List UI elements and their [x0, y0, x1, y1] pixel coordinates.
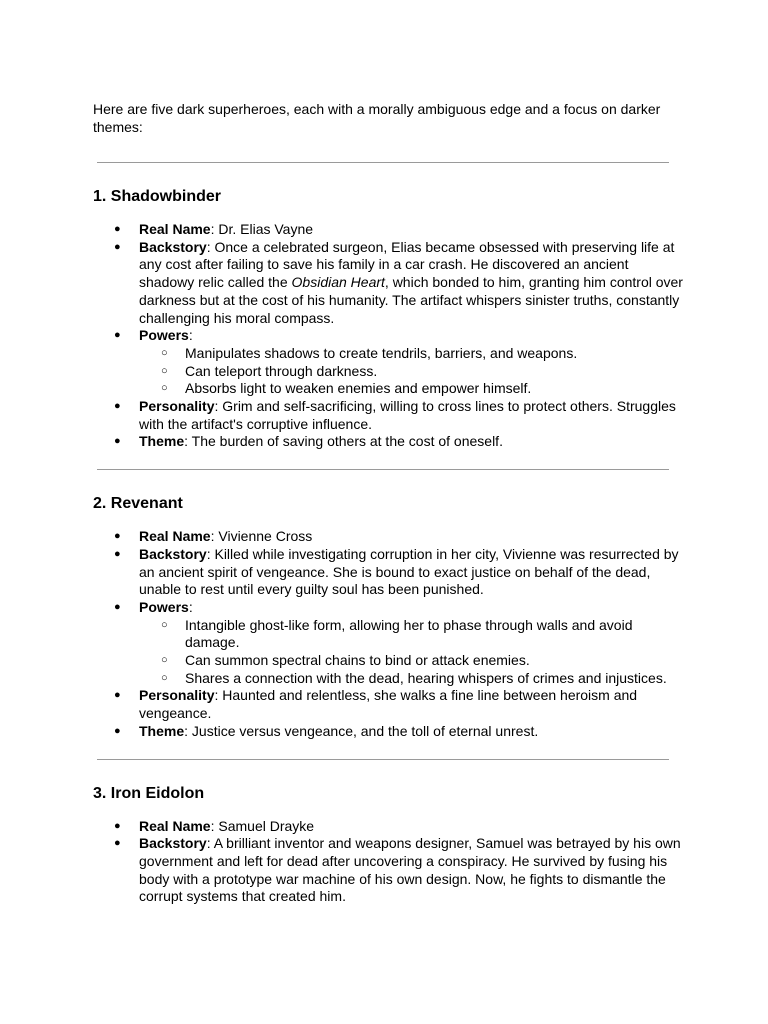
- field-label: Theme: [139, 433, 185, 450]
- list-item-powers: [93, 327, 683, 398]
- hero-title: 1. Shadowbinder: [93, 188, 222, 205]
- list-item-theme: [93, 723, 683, 741]
- field-label: Real Name: [139, 817, 211, 834]
- list-item-backstory: [93, 835, 683, 906]
- power-item: ○ Manipulates shadows to create tendrils, barriers, and weapons.: [139, 345, 683, 363]
- field-label: Real Name: [139, 221, 211, 237]
- field-label: Personality: [139, 687, 215, 704]
- hero-facts-list: [93, 221, 683, 451]
- field-value: : Haunted and relentless, she walks a fine line between heroism and vengeance.: [139, 687, 638, 722]
- hero-facts-list: [93, 528, 683, 740]
- italic-term: Obsidian Heart: [291, 274, 385, 291]
- hero-title: 3. Iron Eidolon: [93, 784, 205, 802]
- field-value: : Justice versus vengeance, and the toll of eternal unrest.: [184, 722, 539, 739]
- field-value: : The burden of saving others at the cost of oneself.: [184, 433, 503, 450]
- field-value: : A brilliant inventor and weapons designer, Samuel was betrayed by his own government and left for dead after uncovering a conspiracy. He survived by fusing his body with a prototype war machine of his own design. Now, he fights to dismantle the corrupt systems that created him.: [139, 835, 681, 905]
- list-item-backstory: [93, 546, 683, 599]
- field-value: : Vivienne Cross: [210, 528, 313, 545]
- intro-paragraph: Here are five dark superheroes, each with a morally ambiguous edge and a focus on darker themes:: [93, 101, 661, 135]
- horizontal-rule: [97, 759, 669, 760]
- power-item: ○ Can summon spectral chains to bind or attack enemies.: [139, 652, 683, 670]
- power-item: ○ Shares a connection with the dead, hearing whispers of crimes and injustices.: [139, 670, 683, 688]
- field-label: Powers: [139, 327, 189, 344]
- field-value: : Grim and self-sacrificing, willing to cross lines to protect others. Struggles with the artifact's corruptive influence.: [139, 398, 676, 432]
- horizontal-rule: [97, 469, 669, 470]
- field-label: Theme: [139, 722, 185, 739]
- powers-list: [139, 617, 683, 688]
- document-page: [93, 100, 683, 906]
- power-item: ○ Absorbs light to weaken enemies and empower himself.: [139, 380, 683, 398]
- field-label: Backstory: [139, 545, 207, 562]
- hero-title: 2. Revenant: [93, 495, 183, 513]
- list-item-personality: [93, 687, 683, 722]
- field-label: Powers: [139, 598, 189, 615]
- field-value: : Samuel Drayke: [210, 817, 315, 834]
- list-item-real-name: [93, 818, 683, 836]
- field-label: Personality: [139, 398, 215, 415]
- list-item-personality: [93, 398, 683, 433]
- list-item-real-name: [93, 528, 683, 546]
- field-value: :: [188, 327, 193, 344]
- list-item-theme: [93, 433, 683, 451]
- field-value: , which bonded to him, granting him control over darkness but at the cost of his humanity. The artifact whispers sinister truths, constantly challenging his moral compass.: [139, 274, 683, 326]
- field-label: Backstory: [139, 835, 207, 852]
- field-value: : Dr. Elias Vayne: [210, 221, 314, 237]
- list-item-real-name: [93, 221, 683, 239]
- power-item: ○ Intangible ghost-like form, allowing her to phase through walls and avoid damage.: [139, 617, 683, 652]
- hero-section-iron-eidolon: [93, 784, 683, 907]
- horizontal-rule: [97, 162, 669, 163]
- hero-facts-list: [93, 818, 683, 907]
- field-value: :: [188, 598, 193, 615]
- list-item-backstory: [93, 239, 683, 328]
- hero-section-shadowbinder: [93, 187, 683, 451]
- field-value: : Once a celebrated surgeon, Elias became obsessed with preserving life at any cost after failing to save his family in a car crash. He discovered an ancient shadowy relic called the: [139, 238, 675, 291]
- field-label: Real Name: [139, 528, 211, 545]
- field-label: Backstory: [139, 238, 207, 255]
- list-item-powers: [93, 599, 683, 688]
- field-value: : Killed while investigating corruption in her city, Vivienne was resurrected by an ancient spirit of vengeance. She is bound to exact justice on behalf of the dead, unable to rest until every guilty soul has been punished.: [139, 545, 679, 598]
- powers-list: [139, 345, 683, 398]
- hero-section-revenant: [93, 494, 683, 740]
- power-item: ○ Can teleport through darkness.: [139, 363, 683, 381]
